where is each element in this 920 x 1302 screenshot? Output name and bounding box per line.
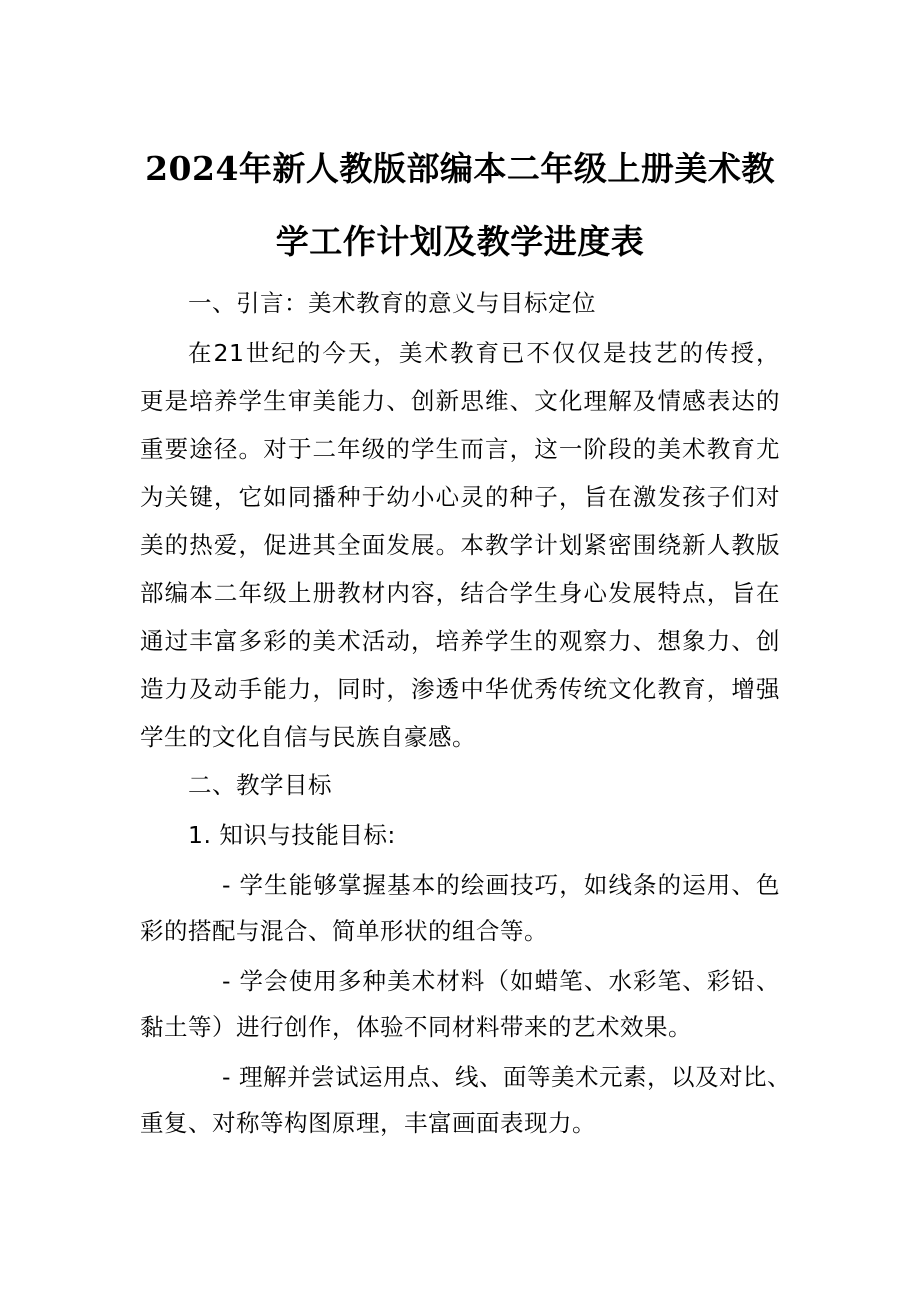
intro-paragraph-line: 学生的文化自信与民族自豪感。 (140, 723, 476, 751)
bullet-line: - 学生能够掌握基本的绘画技巧，如线条的运用、色 (222, 871, 780, 899)
knowledge-skills-heading: 1. 知识与技能目标: (188, 821, 396, 849)
bullet-line: 彩的搭配与混合、简单形状的组合等。 (140, 917, 548, 945)
bullet-line: 重复、对称等构图原理，丰富画面表现力。 (140, 1109, 596, 1137)
document-title-line-1: 2024年新人教版部编本二年级上册美术教 (145, 149, 775, 188)
intro-paragraph-line: 为关键，它如同播种于幼小心灵的种子，旨在激发孩子们对 (140, 483, 780, 511)
intro-heading: 一、引言：美术教育的意义与目标定位 (188, 289, 596, 317)
intro-paragraph-line: 重要途径。对于二年级的学生而言，这一阶段的美术教育尤 (140, 435, 780, 463)
intro-paragraph-line: 更是培养学生审美能力、创新思维、文化理解及情感表达的 (140, 387, 780, 415)
bullet-line: 黏土等）进行创作，体验不同材料带来的艺术效果。 (140, 1013, 692, 1041)
goals-heading: 二、教学目标 (188, 771, 332, 799)
bullet-line: - 理解并尝试运用点、线、面等美术元素，以及对比、 (222, 1063, 791, 1091)
document-title-line-2: 学工作计划及教学进度表 (275, 222, 645, 261)
intro-paragraph-line: 在21世纪的今天，美术教育已不仅仅是技艺的传授， (188, 339, 780, 367)
intro-paragraph-line: 部编本二年级上册教材内容，结合学生身心发展特点，旨在 (140, 579, 780, 607)
intro-paragraph-line: 美的热爱，促进其全面发展。本教学计划紧密围绕新人教版 (140, 531, 780, 559)
intro-paragraph-line: 通过丰富多彩的美术活动，培养学生的观察力、想象力、创 (140, 627, 780, 655)
intro-paragraph-line: 造力及动手能力，同时，渗透中华优秀传统文化教育，增强 (140, 675, 780, 703)
bullet-line: - 学会使用多种美术材料（如蜡笔、水彩笔、彩铅、 (222, 967, 780, 995)
